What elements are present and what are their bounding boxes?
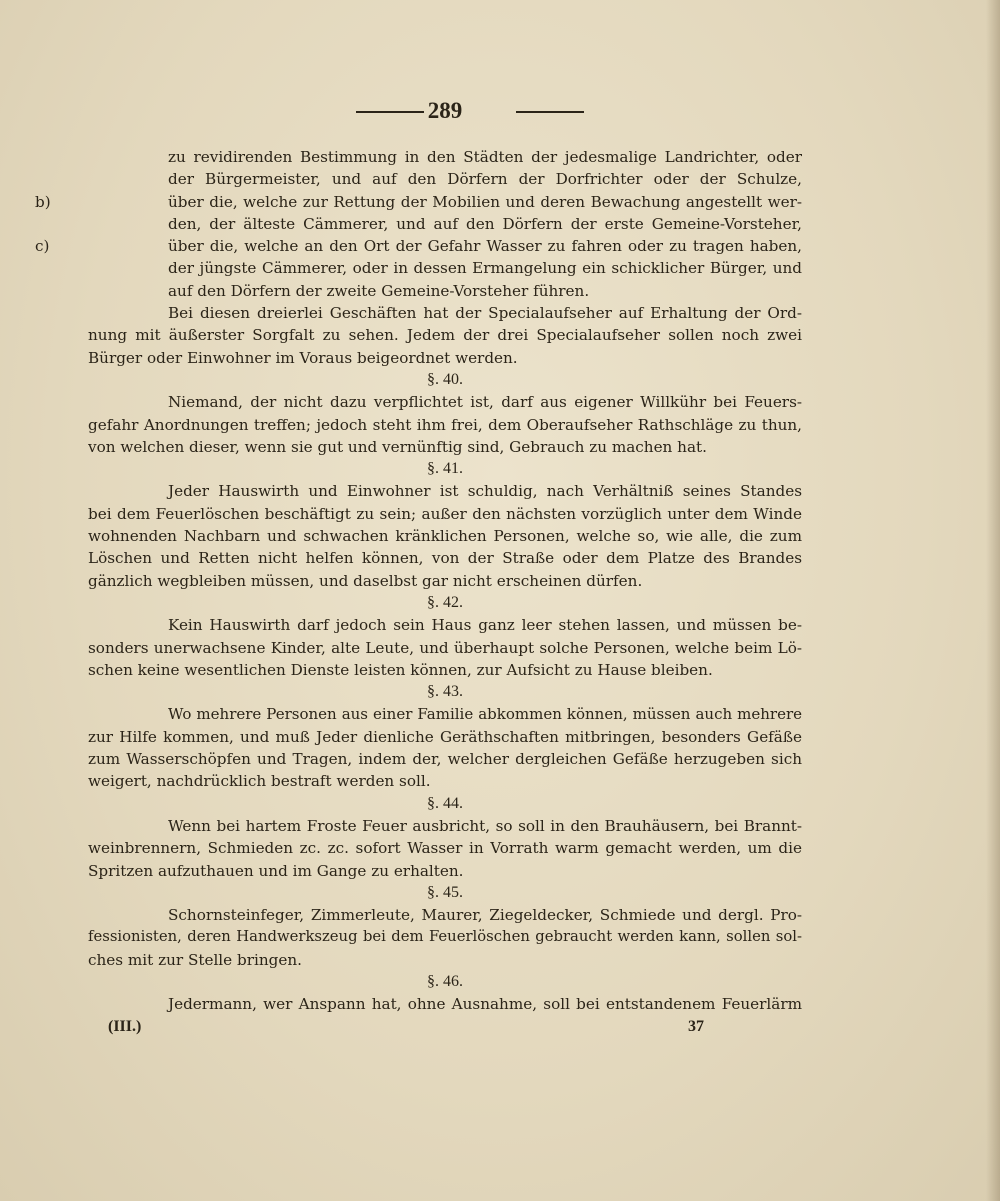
text-line: sonders unerwachsene Kinder, alte Leute, und überhaupt solche Personen, welche beim Lö- — [88, 638, 802, 657]
list-item-c — [35, 235, 802, 302]
text-line: auf den Dörfern der zweite Gemeine-Vorsteher führen. — [168, 281, 590, 300]
text-line: gefahr Anordnungen treffen; jedoch steht ihm frei, dem Oberaufseher Rathschläge zu thun, — [88, 415, 802, 434]
list-marker: b) — [35, 192, 51, 211]
sheet-number: 37 — [688, 1017, 704, 1035]
text-line: der jüngste Cämmerer, oder in dessen Ermangelung ein schicklicher Bürger, und — [168, 259, 802, 278]
text-line: Kein Hauswirth darf jedoch sein Haus ganz leer stehen lassen, und müssen be- — [168, 616, 802, 635]
text-line: über die, welche zur Rettung der Mobilien und deren Bewachung angestellt wer- — [168, 192, 802, 211]
text-line: Löschen und Retten nicht helfen können, von der Straße oder dem Platze des Brandes — [88, 549, 802, 568]
text-line: Niemand, der nicht dazu verpflichtet ist, darf aus eigener Willkühr bei Feuers- — [168, 393, 802, 412]
section-heading-45: §. 45. — [427, 883, 463, 901]
section-body-46 — [88, 993, 802, 1015]
text-line: wohnenden Nachbarn und schwachen kränklichen Personen, welche so, wie alle, die zum — [88, 527, 802, 546]
text-line: Bürger oder Einwohner im Voraus beigeordnet werden. — [88, 348, 518, 367]
section-heading-41: §. 41. — [427, 460, 463, 478]
text-line: ches mit zur Stelle bringen. — [88, 950, 302, 969]
header-rule-right — [516, 111, 584, 113]
text-line: zum Wasserschöpfen und Tragen, indem der, welcher dergleichen Gefäße herzugeben sich — [88, 750, 802, 769]
text-line: bei dem Feuerlöschen beschäftigt zu sein; außer den nächsten vorzüglich unter dem Winde — [88, 504, 802, 523]
section-body-40 — [88, 391, 802, 458]
text-line: Jeder Hauswirth und Einwohner ist schuldig, nach Verhältniß seines Standes — [168, 482, 802, 501]
section-heading-46: §. 46. — [427, 972, 463, 990]
page-edge-shadow — [986, 0, 1000, 1201]
page-text — [35, 90, 802, 1038]
section-heading-42: §. 42. — [427, 593, 463, 611]
section-body-44 — [88, 815, 802, 882]
paragraph-special — [88, 302, 802, 369]
text-line: Wo mehrere Personen aus einer Familie abkommen können, müssen auch mehrere — [168, 705, 802, 724]
text-line: Spritzen aufzuthauen und im Gange zu erhalten. — [88, 861, 464, 880]
page-number: 289 — [427, 98, 463, 123]
section-heading-43: §. 43. — [427, 683, 463, 701]
section-body-45 — [88, 904, 802, 971]
text-line: Jedermann, wer Anspann hat, ohne Ausnahme, soll bei entstandenem Feuerlärm — [168, 995, 802, 1014]
text-line: Schornsteinfeger, Zimmerleute, Maurer, Ziegeldecker, Schmiede und dergl. Pro- — [168, 906, 802, 925]
section-heading-40: §. 40. — [427, 370, 463, 388]
text-line: Wenn bei hartem Froste Feuer ausbricht, so soll in den Brauhäusern, bei Brannt- — [168, 816, 802, 835]
list-marker: c) — [35, 237, 50, 256]
text-line: gänzlich wegbleiben müssen, und daselbst gar nicht erscheinen dürfen. — [88, 571, 643, 590]
list-item-b — [35, 191, 802, 236]
page-header — [88, 90, 802, 132]
header-rule-left — [356, 111, 424, 113]
text-line: der Bürgermeister, und auf den Dörfern der Dorfrichter oder der Schulze, — [168, 170, 802, 189]
section-body-42 — [88, 614, 802, 681]
text-line: Bei diesen dreierlei Geschäften hat der Specialaufseher auf Erhaltung der Ord- — [168, 304, 802, 323]
section-body-43 — [88, 703, 802, 792]
text-line: schen keine wesentlichen Dienste leisten können, zur Aufsicht zu Hause bleiben. — [88, 660, 713, 679]
text-line: weinbrennern, Schmieden zc. zc. sofort Wasser in Vorrath warm gemacht werden, um die — [88, 839, 802, 858]
page-footer — [88, 1016, 802, 1038]
intro-continuation — [88, 146, 802, 191]
text-line: zur Hilfe kommen, und muß Jeder dienliche Geräthschaften mitbringen, besonders Gefäße — [88, 727, 802, 746]
text-line: weigert, nachdrücklich bestraft werden soll. — [88, 772, 431, 791]
text-line: den, der älteste Cämmerer, und auf den Dörfern der erste Gemeine-Vorsteher, — [168, 214, 802, 233]
section-heading-44: §. 44. — [427, 794, 463, 812]
text-line: über die, welche an den Ort der Gefahr Wasser zu fahren oder zu tragen haben, — [168, 237, 802, 256]
text-line: nung mit äußerster Sorgfalt zu sehen. Jedem der drei Specialaufseher sollen noch zwei — [88, 326, 802, 345]
text-line: von welchen dieser, wenn sie gut und vernünftig sind, Gebrauch zu machen hat. — [88, 437, 707, 456]
text-line: zu revidirenden Bestimmung in den Städten der jedesmalige Landrichter, oder — [168, 148, 802, 166]
text-line: fessionisten, deren Handwerkszeug bei dem Feuerlöschen gebraucht werden kann, sollen sol- — [88, 928, 802, 946]
signature-mark: (III.) — [108, 1017, 142, 1035]
section-body-41 — [88, 480, 802, 591]
